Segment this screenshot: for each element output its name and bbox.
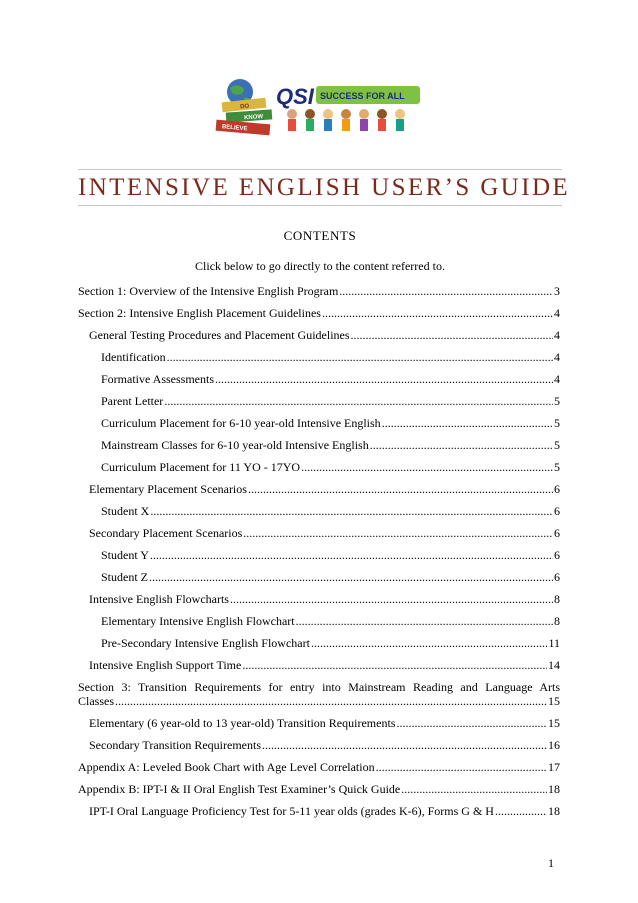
toc-page: 14 <box>548 658 560 672</box>
toc-label: Section 1: Overview of the Intensive English Program <box>78 284 339 298</box>
toc-label: Secondary Transition Requirements <box>89 738 261 752</box>
toc-page: 6 <box>554 526 560 540</box>
toc-link-student-x[interactable] <box>78 504 560 518</box>
toc-label: Student Y <box>101 548 149 562</box>
toc-label: Mainstream Classes for 6-10 year-old Intensive English <box>101 438 369 452</box>
toc-page: 6 <box>554 548 560 562</box>
toc-page: 5 <box>554 394 560 408</box>
toc-link-appendix-b[interactable] <box>78 782 560 796</box>
toc-label-line1: Section 3: Transition Requirements for entry into Mainstream Reading and Language Arts <box>78 680 560 694</box>
toc-link-elementary-flowchart[interactable] <box>78 614 560 628</box>
toc-label: Student Z <box>101 570 148 584</box>
toc-label: Elementary Intensive English Flowchart <box>101 614 295 628</box>
toc-label: Curriculum Placement for 6-10 year-old Intensive English <box>101 416 381 430</box>
toc-page: 4 <box>554 328 560 342</box>
toc-page: 4 <box>554 350 560 364</box>
book-word-know: KNOW <box>243 114 264 122</box>
toc-label: Section 2: Intensive English Placement Guidelines <box>78 306 321 320</box>
toc-link-appendix-a[interactable] <box>78 760 560 774</box>
toc-label: Elementary (6 year-old to 13 year-old) Transition Requirements <box>89 716 396 730</box>
toc-page: 4 <box>554 306 560 320</box>
toc-page: 17 <box>548 760 560 774</box>
toc-page: 4 <box>554 372 560 386</box>
toc-page: 5 <box>554 416 560 430</box>
title-rule-bottom <box>78 205 562 206</box>
toc-label: Intensive English Support Time <box>89 658 242 672</box>
document-title: INTENSIVE ENGLISH USER’S GUIDE <box>78 174 571 201</box>
toc-link-support-time[interactable] <box>78 658 560 672</box>
toc-page: 15 <box>548 716 560 730</box>
contents-heading: CONTENTS <box>283 228 357 243</box>
toc-link-formative-assessments[interactable] <box>78 372 560 386</box>
toc-link-ipt-i-oral[interactable] <box>78 804 560 818</box>
toc-link-section-2[interactable] <box>78 306 560 320</box>
toc-instruction: Click below to go directly to the content referred to. <box>195 259 445 273</box>
toc-link-student-y[interactable] <box>78 548 560 562</box>
toc-label: Curriculum Placement for 11 YO - 17YO <box>101 460 301 474</box>
logo-graphic <box>212 74 424 140</box>
toc-label: Pre-Secondary Intensive English Flowchart <box>101 636 310 650</box>
toc-page: 6 <box>554 504 560 518</box>
toc-label: IPT-I Oral Language Proficiency Test for 5-11 year olds (grades K-6), Forms G & H <box>89 804 494 818</box>
toc-label: Formative Assessments <box>101 372 214 386</box>
toc-link-section-3[interactable] <box>78 680 560 708</box>
toc-label: Identification <box>101 350 166 364</box>
toc-label: Secondary Placement Scenarios <box>89 526 243 540</box>
toc-link-elementary-scenarios[interactable] <box>78 482 560 496</box>
toc-page: 11 <box>548 636 560 650</box>
page-number: 1 <box>548 856 554 870</box>
qsi-logo <box>212 74 424 140</box>
toc-link-mainstream-classes-6-10[interactable] <box>78 438 560 452</box>
toc-link-curriculum-placement-11-17[interactable] <box>78 460 560 474</box>
toc-link-elementary-transition[interactable] <box>78 716 560 730</box>
toc-label: Elementary Placement Scenarios <box>89 482 247 496</box>
toc-link-identification[interactable] <box>78 350 560 364</box>
logo-tagline: SUCCESS FOR ALL <box>320 91 405 101</box>
toc-link-pre-secondary-flowchart[interactable] <box>78 636 560 650</box>
toc-page: 8 <box>554 592 560 606</box>
book-word-believe: BELIEVE <box>221 124 248 133</box>
toc-page: 6 <box>554 570 560 584</box>
toc-label: Student X <box>101 504 150 518</box>
toc-label: Parent Letter <box>101 394 164 408</box>
toc-link-general-testing[interactable] <box>78 328 560 342</box>
toc-label: General Testing Procedures and Placement Guidelines <box>89 328 350 342</box>
toc-label: Appendix A: Leveled Book Chart with Age Level Correlation <box>78 760 375 774</box>
toc-link-parent-letter[interactable] <box>78 394 560 408</box>
toc-page: 18 <box>548 782 560 796</box>
table-of-contents <box>78 284 560 826</box>
title-rule-top <box>78 169 562 170</box>
toc-page: 18 <box>548 804 560 818</box>
toc-link-curriculum-placement-6-10[interactable] <box>78 416 560 430</box>
toc-page: 16 <box>548 738 560 752</box>
toc-label: Appendix B: IPT-I & II Oral English Test Examiner’s Quick Guide <box>78 782 401 796</box>
toc-link-secondary-scenarios[interactable] <box>78 526 560 540</box>
children-figures <box>287 109 405 131</box>
toc-label-line2: Classes <box>78 694 114 708</box>
logo-brand-text: QSI <box>276 84 314 109</box>
toc-page: 5 <box>554 460 560 474</box>
toc-page: 15 <box>548 694 560 708</box>
toc-page: 3 <box>554 284 560 298</box>
toc-link-student-z[interactable] <box>78 570 560 584</box>
toc-page: 6 <box>554 482 560 496</box>
toc-page: 8 <box>554 614 560 628</box>
toc-label: Intensive English Flowcharts <box>89 592 229 606</box>
toc-page: 5 <box>554 438 560 452</box>
book-word-do: DO <box>239 103 250 111</box>
toc-link-secondary-transition[interactable] <box>78 738 560 752</box>
toc-link-flowcharts[interactable] <box>78 592 560 606</box>
toc-link-section-1[interactable] <box>78 284 560 298</box>
